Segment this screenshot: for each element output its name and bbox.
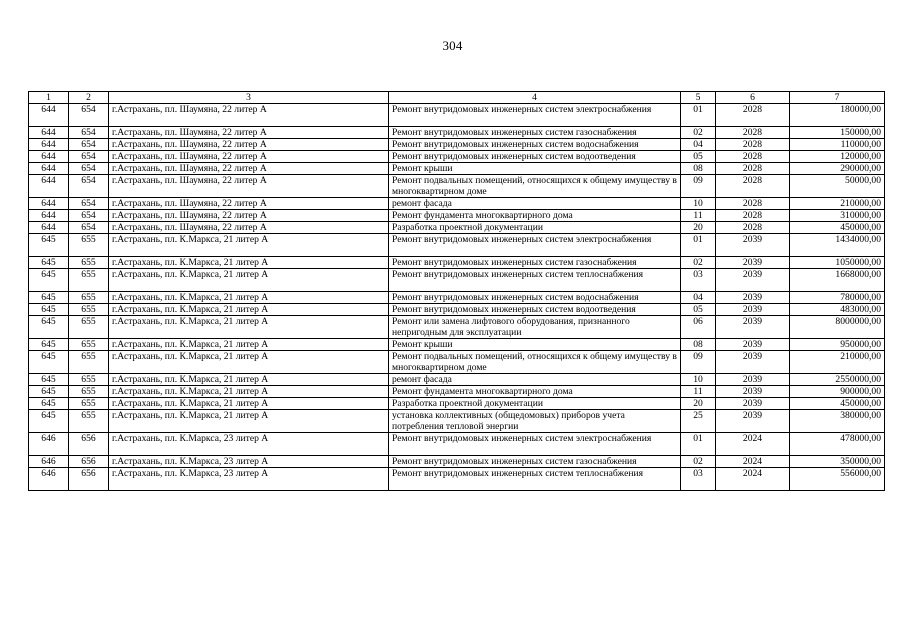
cell-work-type: ремонт фасада [389,198,681,210]
cell-address: г.Астрахань, пл. Шаумяна, 22 литер А [109,139,389,151]
cell-item-number: 644 [29,163,69,175]
cell-cost: 1668000,00 [790,269,885,292]
cell-work-type: ремонт фасада [389,374,681,386]
cell-address: г.Астрахань, пл. Шаумяна, 22 литер А [109,198,389,210]
cell-address: г.Астрахань, пл. К.Маркса, 21 литер А [109,257,389,269]
cell-item-number: 644 [29,139,69,151]
cell-work-type: Ремонт внутридомовых инженерных систем водоотведения [389,304,681,316]
cell-house-number: 655 [69,374,109,386]
cell-year: 2024 [716,468,790,491]
cell-item-number: 645 [29,386,69,398]
cell-work-code: 01 [681,104,716,127]
cell-work-code: 08 [681,339,716,351]
cell-cost: 483000,00 [790,304,885,316]
cell-work-code: 02 [681,127,716,139]
cell-year: 2028 [716,163,790,175]
cell-item-number: 645 [29,304,69,316]
cell-work-code: 04 [681,139,716,151]
cell-item-number: 645 [29,234,69,257]
cell-work-code: 06 [681,316,716,339]
cell-year: 2028 [716,151,790,163]
cell-address: г.Астрахань, пл. Шаумяна, 22 литер А [109,127,389,139]
cell-item-number: 644 [29,127,69,139]
cell-cost: 450000,00 [790,398,885,410]
cell-work-code: 01 [681,234,716,257]
cell-work-type: Ремонт внутридомовых инженерных систем электроснабжения [389,234,681,257]
cell-cost: 210000,00 [790,198,885,210]
table-row [29,374,885,386]
cell-house-number: 655 [69,398,109,410]
cell-year: 2028 [716,198,790,210]
cell-work-type: Ремонт внутридомовых инженерных систем водоснабжения [389,292,681,304]
cell-cost: 290000,00 [790,163,885,175]
cell-house-number: 654 [69,175,109,198]
cell-year: 2028 [716,127,790,139]
cell-house-number: 654 [69,127,109,139]
column-header: 7 [790,92,885,104]
cell-cost: 8000000,00 [790,316,885,339]
cell-cost: 110000,00 [790,139,885,151]
table-row [29,257,885,269]
table-row [29,104,885,127]
cell-year: 2028 [716,175,790,198]
cell-cost: 380000,00 [790,410,885,433]
page-number: 304 [442,38,463,53]
cell-address: г.Астрахань, пл. Шаумяна, 22 литер А [109,210,389,222]
cell-year: 2028 [716,222,790,234]
cell-address: г.Астрахань, пл. К.Маркса, 21 литер А [109,292,389,304]
cell-cost: 2550000,00 [790,374,885,386]
table-row [29,292,885,304]
cell-cost: 350000,00 [790,456,885,468]
table-row [29,316,885,339]
cell-address: г.Астрахань, пл. Шаумяна, 22 литер А [109,163,389,175]
table-row [29,163,885,175]
table-row [29,304,885,316]
column-header: 3 [109,92,389,104]
table-row [29,433,885,456]
cell-house-number: 656 [69,468,109,491]
cell-year: 2039 [716,374,790,386]
cell-item-number: 645 [29,410,69,433]
table-row [29,151,885,163]
cell-year: 2039 [716,316,790,339]
table-row [29,351,885,374]
cell-address: г.Астрахань, пл. Шаумяна, 22 литер А [109,222,389,234]
cell-cost: 120000,00 [790,151,885,163]
cell-work-type: Ремонт внутридомовых инженерных систем теплоснабжения [389,468,681,491]
cell-house-number: 654 [69,210,109,222]
table-row [29,210,885,222]
cell-work-type: Ремонт внутридомовых инженерных систем теплоснабжения [389,269,681,292]
cell-year: 2039 [716,398,790,410]
cell-year: 2028 [716,210,790,222]
cell-year: 2039 [716,304,790,316]
cell-work-code: 02 [681,257,716,269]
cell-cost: 478000,00 [790,433,885,456]
cell-item-number: 644 [29,198,69,210]
cell-work-code: 04 [681,292,716,304]
cell-work-type: Ремонт крыши [389,163,681,175]
cell-house-number: 654 [69,104,109,127]
cell-address: г.Астрахань, пл. К.Маркса, 23 литер А [109,433,389,456]
cell-item-number: 644 [29,210,69,222]
cell-item-number: 645 [29,398,69,410]
column-header: 1 [29,92,69,104]
cell-house-number: 654 [69,198,109,210]
cell-year: 2028 [716,139,790,151]
cell-address: г.Астрахань, пл. К.Маркса, 21 литер А [109,339,389,351]
cell-item-number: 645 [29,292,69,304]
table-header-row [29,92,885,104]
table-row [29,139,885,151]
cell-house-number: 655 [69,234,109,257]
cell-house-number: 655 [69,410,109,433]
cell-work-code: 10 [681,374,716,386]
table-row [29,468,885,491]
column-header: 4 [389,92,681,104]
cell-cost: 780000,00 [790,292,885,304]
cell-item-number: 645 [29,257,69,269]
cell-house-number: 655 [69,304,109,316]
cell-work-code: 09 [681,175,716,198]
cell-address: г.Астрахань, пл. К.Маркса, 21 литер А [109,351,389,374]
cell-year: 2039 [716,351,790,374]
cell-item-number: 645 [29,269,69,292]
cell-house-number: 654 [69,163,109,175]
cell-work-type: Ремонт крыши [389,339,681,351]
cell-year: 2024 [716,456,790,468]
table-row [29,410,885,433]
cell-year: 2039 [716,234,790,257]
cell-year: 2039 [716,292,790,304]
cell-work-code: 08 [681,163,716,175]
cell-item-number: 644 [29,104,69,127]
cell-work-type: Ремонт фундамента многоквартирного дома [389,386,681,398]
table-row [29,386,885,398]
column-header: 2 [69,92,109,104]
cell-address: г.Астрахань, пл. К.Маркса, 23 литер А [109,468,389,491]
cell-item-number: 644 [29,175,69,198]
table-row [29,398,885,410]
cell-work-code: 11 [681,386,716,398]
cell-cost: 180000,00 [790,104,885,127]
cell-house-number: 655 [69,257,109,269]
cell-address: г.Астрахань, пл. К.Маркса, 21 литер А [109,269,389,292]
cell-work-type: Ремонт внутридомовых инженерных систем электроснабжения [389,104,681,127]
cell-work-type: Ремонт внутридомовых инженерных систем водоснабжения [389,139,681,151]
cell-item-number: 646 [29,456,69,468]
table-row [29,198,885,210]
cell-house-number: 655 [69,269,109,292]
cell-year: 2039 [716,257,790,269]
cell-year: 2039 [716,410,790,433]
cell-work-code: 05 [681,151,716,163]
cell-work-type: Ремонт подвальных помещений, относящихся к общему имуществу в многоквартирном доме [389,351,681,374]
cell-address: г.Астрахань, пл. К.Маркса, 21 литер А [109,386,389,398]
cell-item-number: 645 [29,316,69,339]
table-row [29,269,885,292]
column-header: 6 [716,92,790,104]
cell-work-type: Ремонт подвальных помещений, относящихся к общему имуществу в многоквартирном доме [389,175,681,198]
cell-item-number: 645 [29,339,69,351]
table-row [29,127,885,139]
cell-house-number: 655 [69,292,109,304]
cell-work-code: 05 [681,304,716,316]
cell-address: г.Астрахань, пл. К.Маркса, 21 литер А [109,234,389,257]
cell-cost: 1050000,00 [790,257,885,269]
cell-work-code: 20 [681,398,716,410]
cell-house-number: 655 [69,351,109,374]
cell-item-number: 644 [29,151,69,163]
cell-item-number: 645 [29,351,69,374]
cell-cost: 1434000,00 [790,234,885,257]
cell-work-code: 11 [681,210,716,222]
cell-house-number: 655 [69,339,109,351]
cell-cost: 50000,00 [790,175,885,198]
cell-year: 2039 [716,339,790,351]
cell-house-number: 655 [69,316,109,339]
cell-year: 2039 [716,386,790,398]
cell-address: г.Астрахань, пл. К.Маркса, 23 литер А [109,456,389,468]
cell-address: г.Астрахань, пл. Шаумяна, 22 литер А [109,104,389,127]
cell-work-code: 03 [681,468,716,491]
cell-address: г.Астрахань, пл. К.Маркса, 21 литер А [109,374,389,386]
cell-work-code: 25 [681,410,716,433]
document-table [28,91,885,491]
cell-cost: 950000,00 [790,339,885,351]
cell-work-type: Ремонт или замена лифтового оборудования, признанного непригодным для эксплуатации [389,316,681,339]
cell-work-type: Ремонт внутридомовых инженерных систем газоснабжения [389,257,681,269]
cell-work-type: Разработка проектной документации [389,222,681,234]
cell-house-number: 655 [69,386,109,398]
cell-work-type: установка коллективных (общедомовых) приборов учета потребления тепловой энергии [389,410,681,433]
cell-cost: 210000,00 [790,351,885,374]
cell-cost: 450000,00 [790,222,885,234]
table-row [29,222,885,234]
cell-work-code: 01 [681,433,716,456]
cell-work-type: Ремонт внутридомовых инженерных систем газоснабжения [389,127,681,139]
cell-item-number: 646 [29,468,69,491]
cell-work-code: 02 [681,456,716,468]
cell-cost: 900000,00 [790,386,885,398]
cell-work-type: Разработка проектной документации [389,398,681,410]
cell-cost: 556000,00 [790,468,885,491]
cell-cost: 150000,00 [790,127,885,139]
cell-work-type: Ремонт фундамента многоквартирного дома [389,210,681,222]
cell-house-number: 654 [69,139,109,151]
cell-item-number: 646 [29,433,69,456]
column-header: 5 [681,92,716,104]
cell-year: 2039 [716,269,790,292]
cell-house-number: 654 [69,151,109,163]
cell-address: г.Астрахань, пл. Шаумяна, 22 литер А [109,175,389,198]
table-row [29,339,885,351]
cell-house-number: 656 [69,456,109,468]
cell-address: г.Астрахань, пл. К.Маркса, 21 литер А [109,304,389,316]
cell-work-type: Ремонт внутридомовых инженерных систем электроснабжения [389,433,681,456]
cell-year: 2024 [716,433,790,456]
cell-address: г.Астрахань, пл. К.Маркса, 21 литер А [109,398,389,410]
cell-address: г.Астрахань, пл. К.Маркса, 21 литер А [109,410,389,433]
cell-work-code: 20 [681,222,716,234]
cell-work-code: 09 [681,351,716,374]
cell-work-type: Ремонт внутридомовых инженерных систем газоснабжения [389,456,681,468]
cell-item-number: 644 [29,222,69,234]
table-row [29,234,885,257]
cell-work-code: 10 [681,198,716,210]
cell-address: г.Астрахань, пл. Шаумяна, 22 литер А [109,151,389,163]
cell-cost: 310000,00 [790,210,885,222]
table-row [29,175,885,198]
cell-year: 2028 [716,104,790,127]
cell-work-type: Ремонт внутридомовых инженерных систем водоотведения [389,151,681,163]
cell-house-number: 656 [69,433,109,456]
cell-address: г.Астрахань, пл. К.Маркса, 21 литер А [109,316,389,339]
cell-house-number: 654 [69,222,109,234]
table-row [29,456,885,468]
cell-work-code: 03 [681,269,716,292]
cell-item-number: 645 [29,374,69,386]
